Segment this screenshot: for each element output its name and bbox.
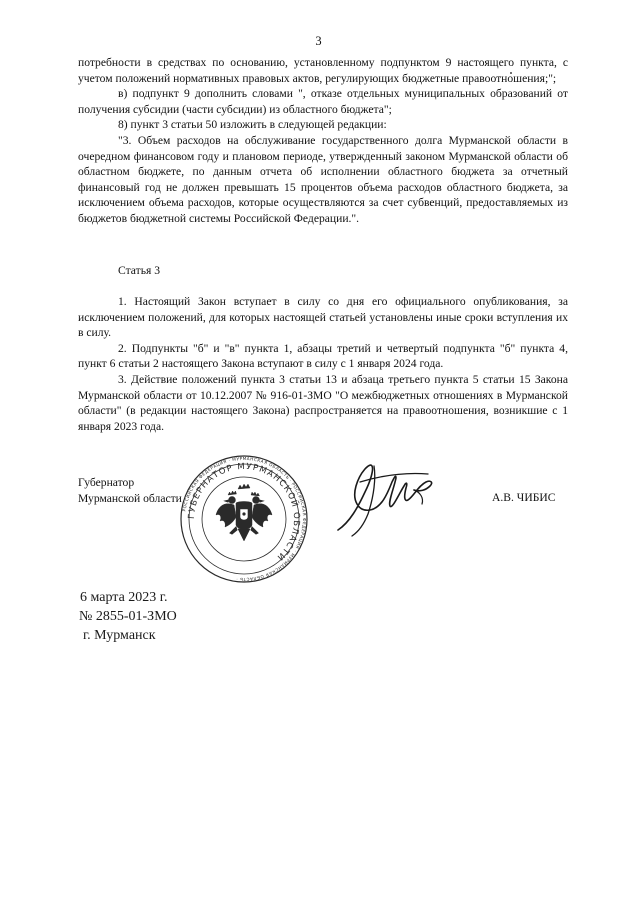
- signatory-title-line1: Губернатор: [78, 476, 135, 489]
- article-paragraph-1: 1. Настоящий Закон вступает в силу со дня его официального опубликования, за исключением положений, для которых настоящей статьей установлены иные сроки вступления их в силу.: [78, 295, 568, 340]
- handwritten-signature-icon: [330, 452, 450, 542]
- official-seal-icon: [180, 455, 308, 583]
- signatory-name: А.В. ЧИБИС: [492, 491, 556, 504]
- paragraph-continuation: потребности в средствах по основанию, установленному подпунктом 9 настоящего пункта, с учетом положений нормативных правовых актов, регулирующих бюджетные правоотношения;";: [78, 56, 568, 85]
- signatory-title: [78, 475, 182, 507]
- law-number: № 2855-01-ЗМО: [79, 609, 177, 624]
- svg-text:РОССИЙСКАЯ ФЕДЕРАЦИЯ · МУРМАНС: РОССИЙСКАЯ ФЕДЕРАЦИЯ · МУРМАНСКАЯ ОБЛАСТЬ · РОССИЙСКАЯ ФЕДЕРАЦИЯ · МУРМАНСКАЯ ОБЛАСТЬ ·: [181, 455, 308, 583]
- signing-date: 6 марта 2023 г.: [80, 590, 168, 605]
- body-text-article: [78, 294, 568, 434]
- svg-text:ГУБЕРНАТОР МУРМАНСКОЙ ОБЛА: ГУБЕРНАТОР МУРМАНСКОЙ ОБЛАСТИ: [186, 461, 302, 563]
- article-heading: Статья 3: [118, 264, 161, 277]
- signing-city: г. Мурманск: [83, 628, 156, 643]
- article-paragraph-3: 3. Действие положений пункта 3 статьи 13 и абзаца третьего пункта 5 статьи 15 Закона Мурманской области от 10.12.2007 № 916-01-ЗМО "О межбюджетных отношениях в Мурманской области" (в редакции настоящего Закона) распространяется на правоотношения, возникшие с 1 января 2023 года.: [78, 372, 568, 433]
- page-number: 3: [315, 34, 322, 48]
- signatory-title-line2: Мурманской области: [78, 492, 182, 505]
- paragraph-point-8: 8) пункт 3 статьи 50 изложить в следующей редакции:: [118, 118, 387, 132]
- paragraph-quote-3: "3. Объем расходов на обслуживание государственного долга Мурманской области в очередном финансовом году и плановом периоде, утвержденный законом Мурманской области об областном бюджете, по данным отчета об исполнении областного бюджета за отчетный финансовый год не должен превышать 15 процентов объема расходов областного бюджета, за исключением объема расходов, которые осуществляются за счет субвенций, предоставляемых из бюджетов бюджетной системы Российской Федерации.".: [78, 133, 568, 225]
- article-paragraph-2: 2. Подпункты "б" и "в" пункта 1, абзацы третий и четвертый подпункта "б" пункта 4, пункт 6 статьи 2 настоящего Закона вступают в силу с 1 января 2024 года.: [78, 341, 568, 371]
- paragraph-subpoint-v: в) подпункт 9 дополнить словами ", отказе отдельных муниципальных образований от получения субсидии (части субсидии) из областного бюджета";: [78, 87, 568, 116]
- document-footer: [80, 588, 177, 645]
- body-text-top: [78, 55, 568, 227]
